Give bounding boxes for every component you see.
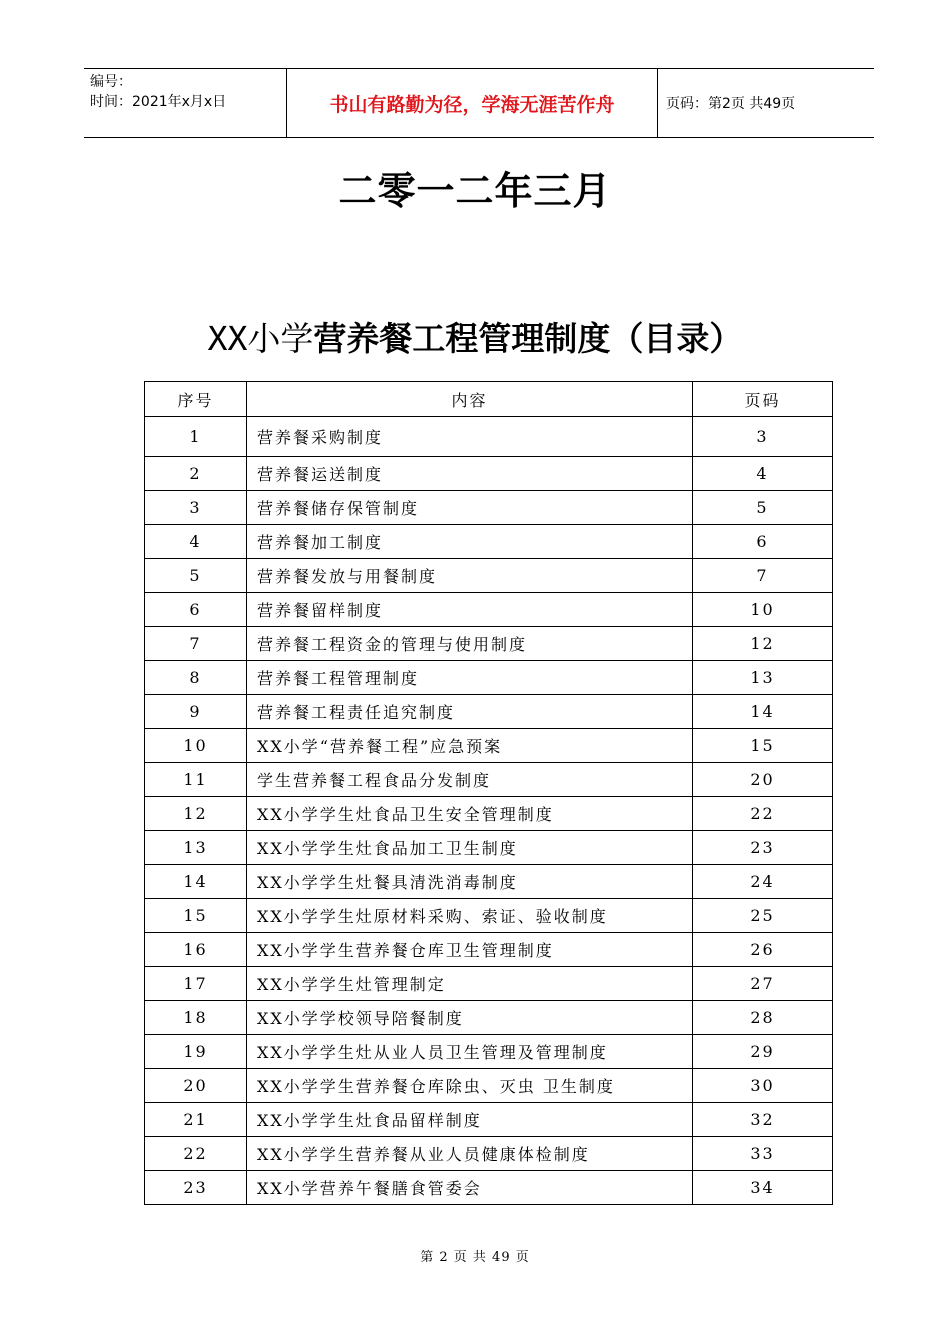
toc-row-number: 1 xyxy=(145,417,247,457)
table-row xyxy=(145,763,833,797)
toc-row-number: 5 xyxy=(145,559,247,593)
toc-row-content: 营养餐留样制度 xyxy=(247,593,693,627)
table-row xyxy=(145,797,833,831)
toc-row-content: 营养餐储存保管制度 xyxy=(247,491,693,525)
toc-row-page: 23 xyxy=(693,831,833,865)
header-page-info: 页码：第2页 共49页 xyxy=(666,96,796,112)
toc-row-page: 24 xyxy=(693,865,833,899)
toc-row-page: 34 xyxy=(693,1171,833,1205)
toc-row-number: 20 xyxy=(145,1069,247,1103)
toc-row-number: 17 xyxy=(145,967,247,1001)
table-row xyxy=(145,831,833,865)
toc-row-content: XX小学学生营养餐仓库除虫、灭虫 卫生制度 xyxy=(247,1069,693,1103)
toc-row-number: 18 xyxy=(145,1001,247,1035)
table-row xyxy=(145,1103,833,1137)
toc-row-number: 2 xyxy=(145,457,247,491)
table-row xyxy=(145,457,833,491)
toc-header-row xyxy=(145,382,833,417)
table-row xyxy=(145,967,833,1001)
toc-table xyxy=(144,381,833,1205)
toc-row-content: XX小学学生灶管理制定 xyxy=(247,967,693,1001)
toc-row-content: 营养餐工程责任追究制度 xyxy=(247,695,693,729)
title-main: 营养餐工程管理制度（目录） xyxy=(313,319,743,358)
header-number-label: 编号： xyxy=(90,74,132,90)
table-row xyxy=(145,491,833,525)
toc-row-page: 30 xyxy=(693,1069,833,1103)
toc-row-page: 33 xyxy=(693,1137,833,1171)
toc-row-number: 16 xyxy=(145,933,247,967)
toc-row-content: 营养餐运送制度 xyxy=(247,457,693,491)
table-row xyxy=(145,525,833,559)
toc-row-content: XX小学营养午餐膳食管委会 xyxy=(247,1171,693,1205)
table-row xyxy=(145,627,833,661)
toc-row-page: 28 xyxy=(693,1001,833,1035)
toc-row-page: 29 xyxy=(693,1035,833,1069)
header-motto: 书山有路勤为径，学海无涯苦作舟 xyxy=(286,69,658,137)
toc-row-number: 10 xyxy=(145,729,247,763)
table-row xyxy=(145,417,833,457)
toc-row-page: 12 xyxy=(693,627,833,661)
toc-row-content: XX小学学校领导陪餐制度 xyxy=(247,1001,693,1035)
table-row xyxy=(145,1035,833,1069)
toc-row-page: 3 xyxy=(693,417,833,457)
toc-row-page: 32 xyxy=(693,1103,833,1137)
toc-row-number: 14 xyxy=(145,865,247,899)
year-title: 二零一二年三月 xyxy=(338,168,612,213)
toc-row-number: 15 xyxy=(145,899,247,933)
toc-body xyxy=(145,417,833,1205)
toc-header-no: 序号 xyxy=(145,382,247,417)
toc-row-number: 8 xyxy=(145,661,247,695)
document-header xyxy=(84,68,874,138)
toc-row-page: 5 xyxy=(693,491,833,525)
toc-row-number: 4 xyxy=(145,525,247,559)
toc-row-content: 营养餐工程管理制度 xyxy=(247,661,693,695)
table-row xyxy=(145,1069,833,1103)
toc-row-number: 19 xyxy=(145,1035,247,1069)
toc-row-content: XX小学“营养餐工程”应急预案 xyxy=(247,729,693,763)
toc-row-page: 4 xyxy=(693,457,833,491)
toc-row-content: 营养餐加工制度 xyxy=(247,525,693,559)
toc-row-number: 23 xyxy=(145,1171,247,1205)
toc-row-content: XX小学学生灶从业人员卫生管理及管理制度 xyxy=(247,1035,693,1069)
toc-row-page: 6 xyxy=(693,525,833,559)
toc-row-number: 9 xyxy=(145,695,247,729)
table-row xyxy=(145,933,833,967)
toc-row-page: 14 xyxy=(693,695,833,729)
title-prefix: XX小学 xyxy=(207,319,314,358)
toc-row-number: 12 xyxy=(145,797,247,831)
toc-row-number: 22 xyxy=(145,1137,247,1171)
table-row xyxy=(145,729,833,763)
header-time-label: 时间：2021年x月x日 xyxy=(90,94,227,110)
toc-row-page: 25 xyxy=(693,899,833,933)
toc-row-content: XX小学学生灶食品加工卫生制度 xyxy=(247,831,693,865)
toc-row-page: 15 xyxy=(693,729,833,763)
toc-row-content: 营养餐采购制度 xyxy=(247,417,693,457)
toc-row-content: XX小学学生灶食品留样制度 xyxy=(247,1103,693,1137)
toc-row-content: 营养餐发放与用餐制度 xyxy=(247,559,693,593)
toc-row-content: 营养餐工程资金的管理与使用制度 xyxy=(247,627,693,661)
table-row xyxy=(145,695,833,729)
table-row xyxy=(145,1171,833,1205)
page-footer: 第 2 页 共 49 页 xyxy=(420,1250,530,1265)
toc-row-number: 13 xyxy=(145,831,247,865)
toc-row-number: 7 xyxy=(145,627,247,661)
toc-row-content: XX小学学生营养餐从业人员健康体检制度 xyxy=(247,1137,693,1171)
toc-row-number: 21 xyxy=(145,1103,247,1137)
toc-row-content: XX小学学生灶食品卫生安全管理制度 xyxy=(247,797,693,831)
toc-row-number: 11 xyxy=(145,763,247,797)
table-row xyxy=(145,661,833,695)
toc-row-content: XX小学学生灶餐具清洗消毒制度 xyxy=(247,865,693,899)
toc-row-content: XX小学学生营养餐仓库卫生管理制度 xyxy=(247,933,693,967)
toc-row-page: 22 xyxy=(693,797,833,831)
toc-header-page: 页码 xyxy=(693,382,833,417)
toc-row-page: 20 xyxy=(693,763,833,797)
toc-row-page: 26 xyxy=(693,933,833,967)
toc-row-number: 6 xyxy=(145,593,247,627)
toc-header-content: 内容 xyxy=(247,382,693,417)
table-row xyxy=(145,865,833,899)
page-title xyxy=(0,313,950,360)
table-row xyxy=(145,593,833,627)
table-row xyxy=(145,1137,833,1171)
toc-row-number: 3 xyxy=(145,491,247,525)
toc-row-page: 27 xyxy=(693,967,833,1001)
table-row xyxy=(145,1001,833,1035)
table-row xyxy=(145,899,833,933)
toc-row-content: 学生营养餐工程食品分发制度 xyxy=(247,763,693,797)
toc-row-page: 10 xyxy=(693,593,833,627)
toc-row-content: XX小学学生灶原材料采购、索证、验收制度 xyxy=(247,899,693,933)
toc-row-page: 13 xyxy=(693,661,833,695)
table-row xyxy=(145,559,833,593)
toc-row-page: 7 xyxy=(693,559,833,593)
header-meta xyxy=(84,69,286,137)
